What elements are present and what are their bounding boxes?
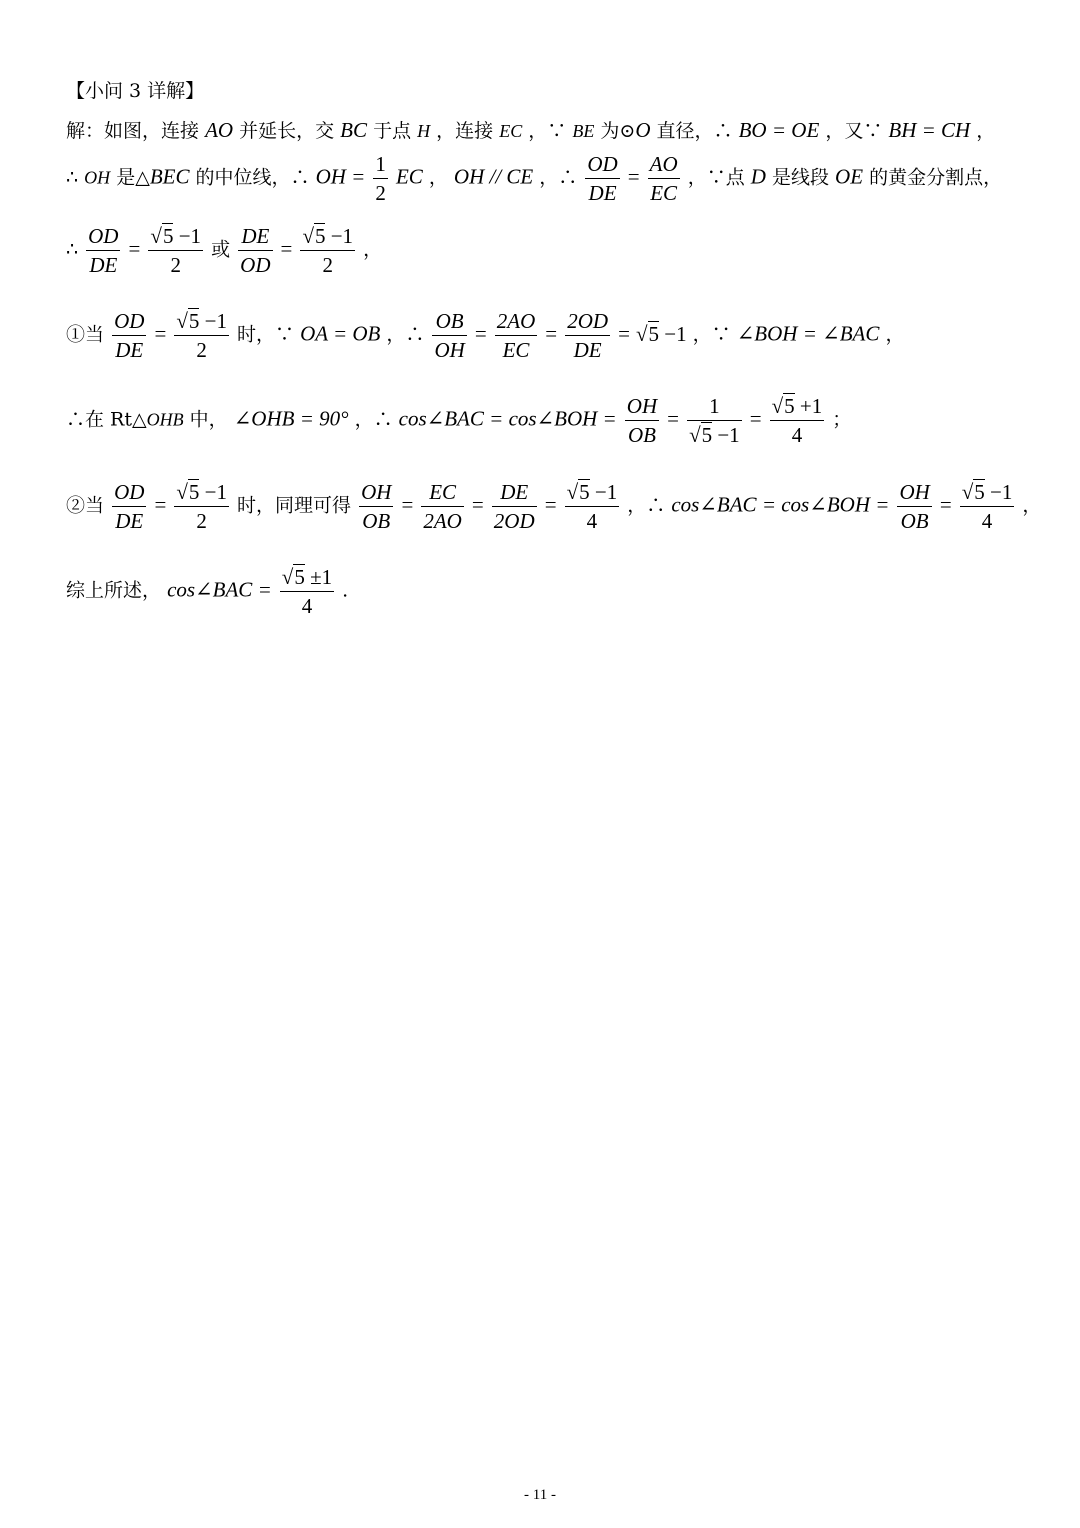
- sqrt-icon: √5: [176, 480, 200, 504]
- text: ，连接: [436, 120, 494, 142]
- denominator: 4: [586, 509, 598, 533]
- numerator: DE: [492, 478, 537, 507]
- fraction: [492, 478, 537, 535]
- text: ；: [832, 408, 852, 431]
- solution-line-6: [66, 478, 1041, 535]
- section-heading: [66, 76, 204, 103]
- equals-sign: =: [128, 236, 141, 261]
- numerator: [174, 478, 229, 507]
- math-var: OE: [835, 164, 864, 189]
- math-var: O: [635, 118, 651, 142]
- text: 时，同理可得: [237, 494, 352, 517]
- numerator: OD: [112, 478, 146, 507]
- denominator: 2OD: [493, 509, 535, 533]
- radicand: 5: [579, 480, 590, 504]
- text: ，∵: [692, 323, 731, 346]
- denominator: 4: [301, 594, 313, 618]
- text: ，: [363, 238, 383, 261]
- numerator: OH: [897, 478, 931, 507]
- text: ，∴: [627, 494, 666, 517]
- text: ，∴: [386, 323, 425, 346]
- text: ，: [1022, 494, 1042, 517]
- numerator: DE: [238, 222, 272, 251]
- text: ，∴: [354, 408, 393, 431]
- sqrt-icon: √5: [961, 480, 985, 504]
- equals-sign: =: [627, 164, 640, 189]
- equals-sign: =: [667, 406, 680, 431]
- numerator: [960, 478, 1015, 507]
- math-expr: ∠OHB = 90°: [233, 406, 349, 431]
- fraction: [648, 150, 680, 207]
- text: ，∵: [528, 120, 567, 142]
- math-var: AO: [205, 118, 234, 142]
- denominator: EC: [502, 338, 530, 362]
- text: ①当: [66, 323, 105, 346]
- denominator: 2AO: [423, 509, 462, 533]
- math-var: OHB: [146, 409, 184, 430]
- text: 于点: [373, 120, 412, 142]
- numerator: 2AO: [495, 307, 538, 336]
- text: ∴: [66, 238, 79, 261]
- numerator: OD: [86, 222, 120, 251]
- denominator: 2: [375, 181, 386, 205]
- text: .: [342, 579, 349, 602]
- equals-sign: =: [471, 492, 484, 517]
- sqrt-icon: √5: [635, 321, 659, 346]
- radicand: 5: [162, 224, 174, 248]
- denominator: 2: [196, 509, 207, 533]
- numerator-rest: −1: [589, 480, 618, 504]
- numerator-rest: ±1: [304, 565, 333, 589]
- numerator: [174, 307, 229, 336]
- numerator-rest: −1: [173, 224, 202, 248]
- numerator: [280, 563, 334, 592]
- math-expr: cos∠BAC =: [167, 577, 272, 602]
- text: 或: [211, 238, 231, 261]
- equals-sign: =: [749, 406, 762, 431]
- numerator: [565, 478, 620, 507]
- math-expr: OH =: [315, 164, 366, 189]
- sqrt-icon: √5: [771, 394, 795, 418]
- fraction: [565, 307, 610, 364]
- equals-sign: =: [154, 321, 167, 346]
- numerator-rest: −1: [325, 224, 354, 248]
- text: 是线段: [771, 166, 829, 189]
- numerator: OD: [112, 307, 146, 336]
- radicand: 5: [974, 480, 985, 504]
- text: 综上所述，: [66, 579, 162, 602]
- text: ，: [885, 323, 905, 346]
- text: ∴在 Rt△: [66, 408, 147, 431]
- equals-sign: =: [280, 236, 293, 261]
- fraction: [625, 392, 659, 449]
- radicand: 5: [784, 394, 795, 418]
- fraction: [148, 222, 203, 279]
- radicand: 5: [701, 423, 713, 447]
- denominator: 4: [981, 509, 993, 533]
- text: 中，: [189, 408, 228, 431]
- denominator: DE: [588, 181, 617, 205]
- denominator: [687, 421, 742, 449]
- text: ，∵点: [687, 166, 745, 189]
- numerator: 1: [373, 150, 388, 179]
- numerator: OH: [625, 392, 659, 421]
- math-expr: ∠BOH = ∠BAC: [736, 321, 880, 346]
- solution-line-2: [66, 150, 1002, 207]
- denominator: DE: [115, 509, 144, 533]
- numerator-rest: −1: [199, 480, 227, 504]
- solution-line-4: [66, 307, 904, 364]
- fraction: [112, 307, 146, 364]
- numerator: OB: [432, 307, 466, 336]
- fraction: [585, 150, 619, 207]
- fraction: [359, 478, 393, 535]
- fraction: [300, 222, 355, 279]
- math-var: D: [750, 164, 766, 189]
- radicand: 5: [294, 565, 305, 589]
- equals-sign: =: [545, 321, 558, 346]
- text: 时，∵: [237, 323, 295, 346]
- denominator: OH: [434, 338, 465, 362]
- text: ，: [428, 166, 448, 189]
- numerator-rest: −1: [984, 480, 1013, 504]
- numerator: OH: [359, 478, 393, 507]
- fraction: [565, 478, 620, 535]
- numerator: EC: [421, 478, 464, 507]
- fraction: [174, 307, 229, 364]
- math-var: BC: [340, 118, 368, 142]
- math-expr: BH = CH: [888, 118, 971, 142]
- equals-sign: =: [154, 492, 167, 517]
- numerator: [770, 392, 825, 421]
- equals-sign: =: [544, 492, 557, 517]
- fraction: [960, 478, 1015, 535]
- fraction: [86, 222, 120, 279]
- text: 为⊙: [600, 120, 636, 142]
- math-var: EC: [499, 121, 523, 141]
- solution-line-5: [66, 392, 851, 449]
- numerator: [300, 222, 355, 251]
- solution-line-7: [66, 563, 348, 620]
- denominator: OB: [627, 423, 656, 447]
- sqrt-icon: √5: [689, 423, 713, 447]
- equals-sign: =: [474, 321, 487, 346]
- numerator-rest: +1: [794, 394, 823, 418]
- numerator: 2OD: [565, 307, 610, 336]
- text: 是△: [116, 166, 150, 189]
- denominator: 2: [196, 338, 207, 362]
- math-expr: cos∠BAC = cos∠BOH =: [398, 406, 617, 431]
- text: ，又∵: [825, 120, 883, 142]
- math-expr: OH // CE: [453, 164, 534, 189]
- fraction: [897, 478, 931, 535]
- denominator: DE: [89, 253, 118, 277]
- fraction: [432, 307, 466, 364]
- solution-line-1: [66, 116, 995, 143]
- numerator: AO: [648, 150, 680, 179]
- fraction: [112, 478, 146, 535]
- text: 解：如图，连接: [66, 120, 200, 142]
- math-var: OH: [84, 167, 111, 188]
- sqrt-rest: −1: [659, 321, 687, 346]
- text: ，: [976, 120, 996, 142]
- equals-sign: =: [939, 492, 952, 517]
- radicand: 5: [314, 224, 326, 248]
- math-var: H: [417, 121, 431, 141]
- sqrt-icon: √5: [302, 224, 326, 248]
- page-number: - 11 -: [524, 1487, 556, 1503]
- heading-text: 【小问 3 详解】: [66, 80, 205, 102]
- denominator: OD: [240, 253, 271, 277]
- fraction: [495, 307, 538, 364]
- sqrt-icon: √5: [281, 565, 305, 589]
- math-expr: cos∠BAC = cos∠BOH =: [671, 492, 890, 517]
- text: 的中位线，∴: [195, 166, 310, 189]
- radicand: 5: [188, 309, 200, 333]
- denominator: 2: [322, 253, 333, 277]
- numerator: 1: [687, 392, 742, 421]
- fraction: [238, 222, 272, 279]
- denominator: OB: [362, 509, 391, 533]
- radicand: 5: [648, 321, 659, 346]
- numerator: [148, 222, 203, 251]
- denominator: OB: [900, 509, 929, 533]
- math-expr: BO = OE: [738, 118, 820, 142]
- text: 并延长，交: [239, 120, 335, 142]
- sqrt-expr: [636, 322, 687, 346]
- text: 的黄金分割点，: [869, 166, 1003, 189]
- math-expr: OA = OB: [300, 321, 381, 346]
- denominator: EC: [650, 181, 678, 205]
- fraction: [174, 478, 229, 535]
- sqrt-icon: √5: [176, 309, 200, 333]
- denominator: DE: [573, 338, 602, 362]
- text: ∴: [66, 166, 79, 189]
- text: ，∴: [539, 166, 578, 189]
- radicand: 5: [188, 480, 200, 504]
- fraction: [373, 150, 388, 207]
- denominator: 2: [170, 253, 181, 277]
- denominator-rest: −1: [712, 423, 740, 447]
- sqrt-icon: √5: [150, 224, 174, 248]
- math-var: BEC: [149, 164, 190, 189]
- numerator: OD: [585, 150, 619, 179]
- equals-sign: =: [618, 321, 630, 346]
- math-var: EC: [395, 164, 423, 189]
- fraction: [421, 478, 464, 535]
- equals-sign: =: [401, 492, 414, 517]
- math-var: BE: [572, 121, 595, 141]
- fraction: [770, 392, 825, 449]
- text: ②当: [66, 494, 105, 517]
- text: 直径，∴: [656, 120, 733, 142]
- numerator-rest: −1: [199, 309, 227, 333]
- fraction: [280, 563, 334, 620]
- denominator: DE: [115, 338, 144, 362]
- denominator: 4: [791, 423, 803, 447]
- fraction: [687, 392, 742, 449]
- sqrt-icon: √5: [566, 480, 590, 504]
- solution-line-3: [66, 222, 382, 279]
